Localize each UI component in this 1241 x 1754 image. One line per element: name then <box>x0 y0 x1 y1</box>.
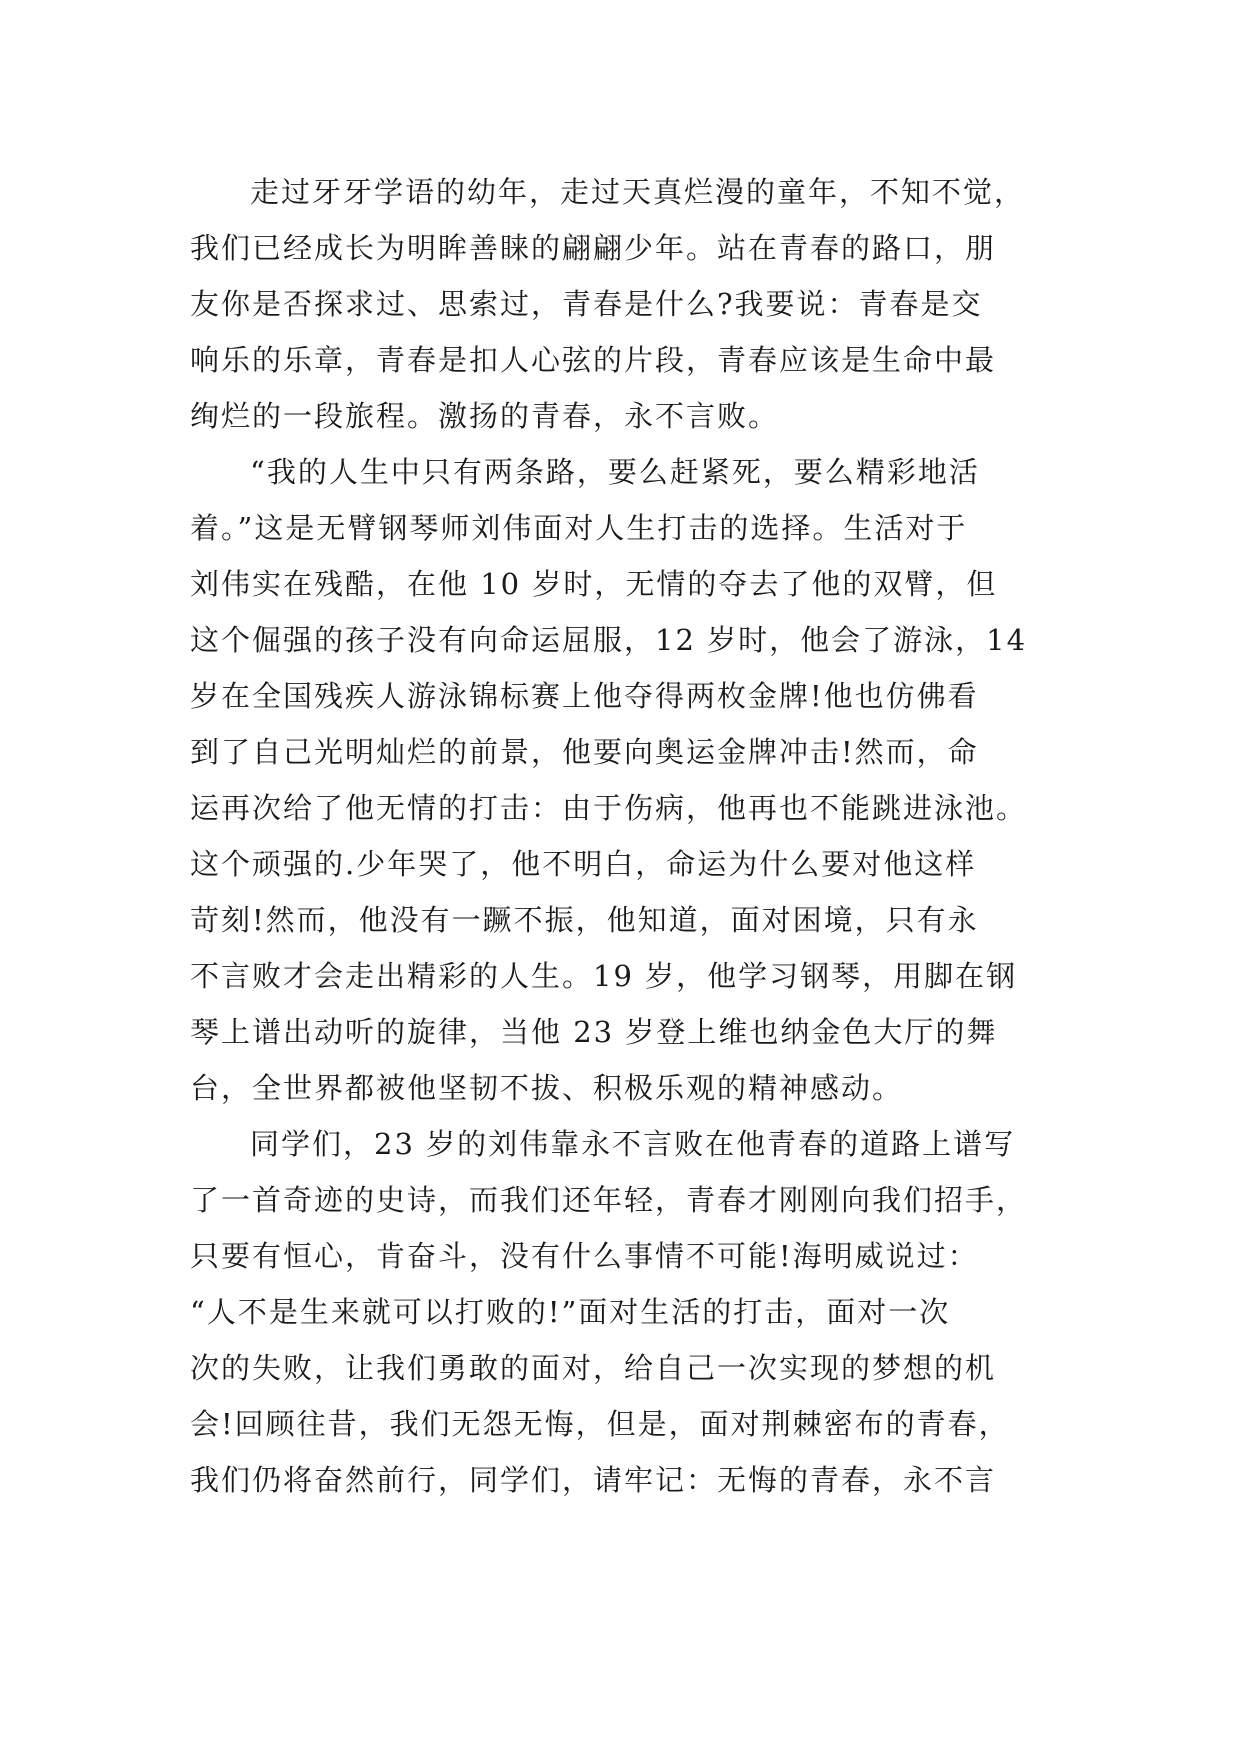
paragraph-2-line-11: 琴上谱出动听的旋律，当他 23 岁登上维也纳金色大厅的舞 <box>190 1015 998 1049</box>
paragraph-1-line-2: 我们已经成长为明眸善睐的翩翩少年。站在青春的路口，朋 <box>190 231 997 265</box>
paragraph-2-line-6: 到了自己光明灿烂的前景，他要向奥运金牌冲击!然而，命 <box>190 735 979 769</box>
paragraph-1-line-4: 响乐的乐章，青春是扣人心弦的片段，青春应该是生命中最 <box>190 343 997 377</box>
paragraph-2-line-3: 刘伟实在残酷，在他 10 岁时，无情的夺去了他的双臂，但 <box>190 567 998 601</box>
paragraph-2-line-10: 不言败才会走出精彩的人生。19 岁，他学习钢琴，用脚在钢 <box>190 959 1018 993</box>
paragraph-3-line-2: 了一首奇迹的史诗，而我们还年轻，青春才刚刚向我们招手， <box>190 1183 1028 1217</box>
paragraph-1-line-5: 绚烂的一段旅程。激扬的青春，永不言败。 <box>190 399 780 433</box>
paragraph-2-line-7: 运再次给了他无情的打击：由于伤病，他再也不能跳进泳池。 <box>190 791 1028 825</box>
paragraph-3-line-7: 我们仍将奋然前行，同学们，请牢记：无悔的青春，永不言 <box>190 1463 997 1497</box>
paragraph-3-line-4: “人不是生来就可以打败的!”面对生活的打击，面对一次 <box>190 1295 951 1329</box>
paragraph-2-line-1: “我的人生中只有两条路，要么赶紧死，要么精彩地活 <box>250 455 980 489</box>
paragraph-2-line-8: 这个顽强的.少年哭了，他不明白，命运为什么要对他这样 <box>190 847 977 881</box>
paragraph-1-line-3: 友你是否探求过、思索过，青春是什么?我要说：青春是交 <box>190 287 983 321</box>
paragraph-2-line-4: 这个倔强的孩子没有向命运屈服，12 岁时，他会了游泳，14 <box>190 623 1028 657</box>
paragraph-3-line-1: 同学们，23 岁的刘伟靠永不言败在他青春的道路上谱写 <box>250 1127 1016 1161</box>
paragraph-2-line-9: 苛刻!然而，他没有一蹶不振，他知道，面对困境，只有永 <box>190 903 979 937</box>
paragraph-2-line-2: 着。”这是无臂钢琴师刘伟面对人生打击的选择。生活对于 <box>190 511 968 545</box>
paragraph-3-line-3: 只要有恒心，肯奋斗，没有什么事情不可能!海明威说过： <box>190 1239 979 1273</box>
paragraph-2-line-12: 台，全世界都被他坚韧不拔、积极乐观的精神感动。 <box>190 1071 904 1105</box>
paragraph-2-line-5: 岁在全国残疾人游泳锦标赛上他夺得两枚金牌!他也仿佛看 <box>190 679 979 713</box>
paragraph-3-line-5: 次的失败，让我们勇敢的面对，给自己一次实现的梦想的机 <box>190 1351 997 1385</box>
paragraph-3-line-6: 会!回顾往昔，我们无怨无悔，但是，面对荆棘密布的青春， <box>190 1407 1010 1441</box>
paragraph-1-line-1: 走过牙牙学语的幼年，走过天真烂漫的童年，不知不觉， <box>250 175 1026 209</box>
